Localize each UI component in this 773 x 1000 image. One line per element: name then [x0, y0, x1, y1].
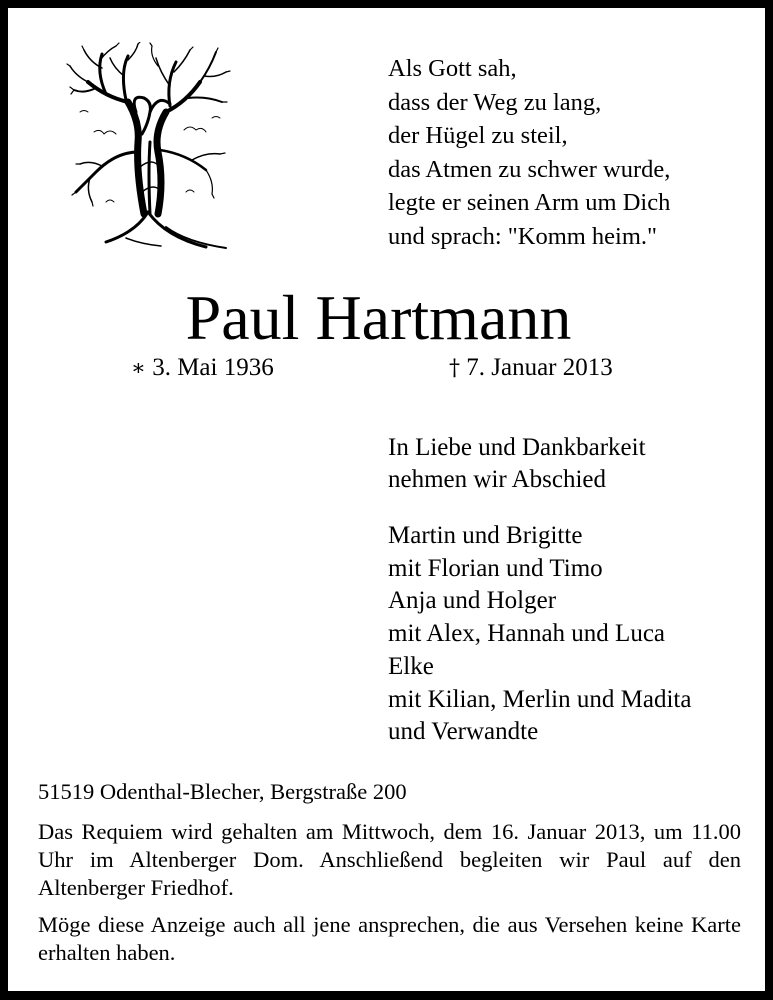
notice-text: Möge diese Anzeige auch all jene ansprechen, die aus Versehen keine Karte erhalten haben. — [38, 912, 741, 965]
farewell-line: In Liebe und Dankbarkeit — [388, 434, 646, 461]
poem — [388, 52, 670, 253]
birth-date-text: 3. Mai 1936 — [152, 354, 274, 381]
farewell-line: nehmen wir Abschied — [388, 466, 607, 493]
poem-line: und sprach: "Komm heim." — [388, 222, 658, 250]
poem-line: dass der Weg zu lang, — [388, 88, 602, 116]
requiem-info: Das Requiem wird gehalten am Mittwoch, dem 16. Januar 2013, um 11.00 Uhr im Altenberger Dom. Anschließend begleiten wir Paul auf den Altenberger Friedhof. — [38, 819, 741, 900]
tree-icon — [66, 42, 232, 256]
family-line: mit Alex, Hannah und Luca — [388, 620, 666, 648]
birth-star-icon: ∗ — [131, 356, 146, 381]
birth-date — [131, 352, 274, 385]
family-line: mit Kilian, Merlin und Madita — [388, 685, 692, 713]
deceased-name: Paul Hartmann — [185, 282, 572, 353]
family-line: mit Florian und Timo — [388, 554, 603, 582]
poem-line: Als Gott sah, — [388, 55, 517, 82]
family-line: Anja und Holger — [388, 587, 557, 615]
family-line: Martin und Brigitte — [388, 522, 583, 549]
obituary-card — [8, 8, 765, 991]
death-date — [449, 352, 613, 385]
poem-line: legte er seinen Arm um Dich — [388, 189, 671, 216]
farewell-text — [388, 432, 646, 496]
family-line: Elke — [388, 652, 434, 680]
address: 51519 Odenthal-Blecher, Bergstraße 200 — [38, 779, 407, 804]
death-cross-icon: † — [449, 356, 460, 381]
death-date-text: 7. Januar 2013 — [466, 354, 613, 381]
poem-line: das Atmen zu schwer wurde, — [388, 155, 671, 183]
family-list — [388, 520, 691, 749]
poem-line: der Hügel zu steil, — [388, 122, 568, 149]
family-line: und Verwandte — [388, 718, 539, 746]
